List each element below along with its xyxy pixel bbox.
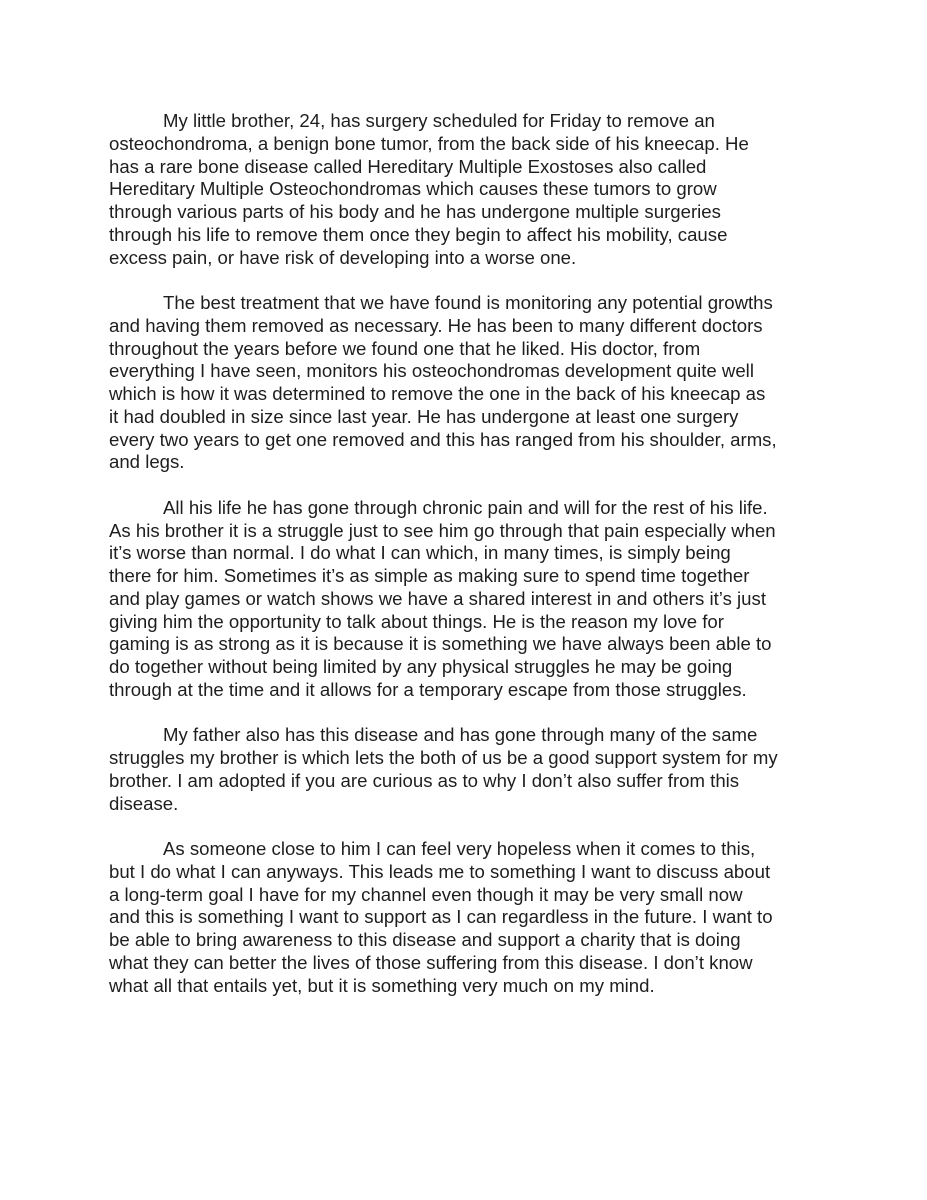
paragraph-2: The best treatment that we have found is monitoring any potential growths and having them removed as necessary. He has been to many different doctors throughout the years before we found one that he liked. His doctor, from everything I have seen, monitors his osteochondromas development quite well which is how it was determined to remove the one in the back of his kneecap as it had doubled in size since last year. He has undergone at least one surgery every two years to get one removed and this has ranged from his shoulder, arms, and legs. xyxy=(109,292,777,473)
paragraph-4: My father also has this disease and has gone through many of the same struggles my brother is which lets the both of us be a good support system for my brother. I am adopted if you are curious as to why I don’t also suffer from this disease. xyxy=(109,724,778,814)
document-body xyxy=(109,110,821,997)
paragraph-5: As someone close to him I can feel very hopeless when it comes to this, but I do what I can anyways. This leads me to something I want to discuss about a long-term goal I have for my channel even though it may be very small now and this is something I want to support as I can regardless in the future. I want to be able to bring awareness to this disease and support a charity that is doing what they can better the lives of those suffering from this disease. I don’t know what all that entails yet, but it is something very much on my mind. xyxy=(109,838,773,996)
paragraph-3: All his life he has gone through chronic pain and will for the rest of his life. As his brother it is a struggle just to see him go through that pain especially when it’s worse than normal. I do what I can which, in many times, is simply being there for him. Sometimes it’s as simple as making sure to spend time together and play games or watch shows we have a shared interest in and others it’s just giving him the opportunity to talk about things. He is the reason my love for gaming is as strong as it is because it is something we have always been able to do together without being limited by any physical struggles he may be going through at the time and it allows for a temporary escape from those struggles. xyxy=(109,496,776,700)
paragraph-1: My little brother, 24, has surgery scheduled for Friday to remove an osteochondroma, a benign bone tumor, from the back side of his kneecap. He has a rare bone disease called Hereditary Multiple Exostoses also called Hereditary Multiple Osteochondromas which causes these tumors to grow through various parts of his body and he has undergone multiple surgeries through his life to remove them once they begin to affect his mobility, cause excess pain, or have risk of developing into a worse one. xyxy=(109,110,749,268)
